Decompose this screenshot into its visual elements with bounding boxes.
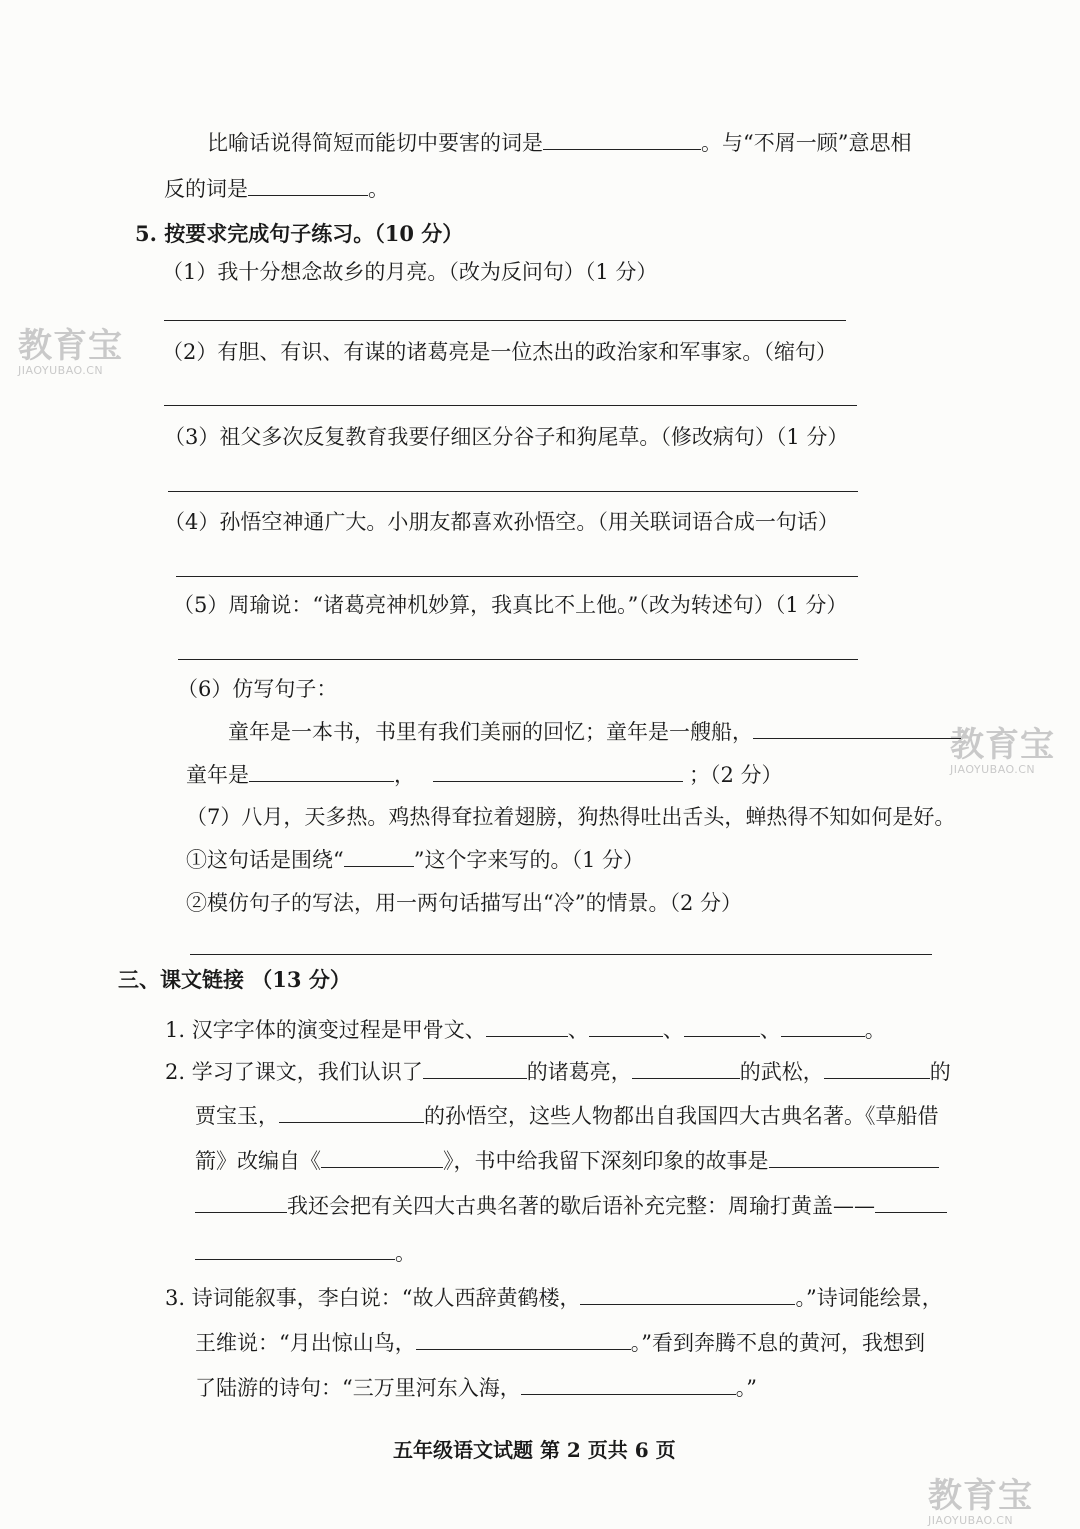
- s3-q1-text: 。: [864, 1018, 886, 1042]
- answer-blank[interactable]: [423, 1058, 527, 1079]
- s3-q3-line2: [195, 1328, 925, 1358]
- s3-q2-line5: [195, 1238, 416, 1268]
- watermark-logo: [950, 727, 1055, 776]
- s3-q2-line2: [195, 1101, 939, 1131]
- s3-q2-line1: [165, 1057, 951, 1087]
- answer-blank[interactable]: [321, 1147, 443, 1168]
- answer-blank[interactable]: [781, 1016, 865, 1037]
- watermark-en: JIAOYUBAO.CN: [18, 364, 104, 377]
- answer-blank[interactable]: [632, 1058, 740, 1079]
- q5-s5: （5）周瑜说：“诸葛亮神机妙算，我真比不上他。”（改为转述句）（1 分）: [173, 593, 848, 617]
- q5-title: 5. 按要求完成句子练习。（10 分）: [135, 221, 464, 246]
- answer-line[interactable]: [168, 491, 858, 492]
- q4-line2: [164, 174, 389, 204]
- q5-s7-1: [186, 845, 644, 875]
- answer-blank[interactable]: [589, 1016, 663, 1037]
- q5-s6-text: 童年是: [186, 763, 249, 787]
- s3-q3-text: 了陆游的诗句：“三万里河东入海，: [195, 1376, 521, 1400]
- watermark-cn: 教育宝: [928, 1476, 1033, 1516]
- answer-blank[interactable]: [433, 761, 683, 782]
- s3-q2-line4: [195, 1191, 947, 1221]
- q5-s2: （2）有胆、有识、有谋的诸葛亮是一位杰出的政治家和军事家。（缩句）: [162, 340, 837, 364]
- s3-q2-text: 贾宝玉，: [195, 1104, 279, 1128]
- s3-q3-text: 王维说：“月出惊山鸟，: [195, 1331, 416, 1355]
- s3-q1-text: 、: [567, 1018, 589, 1042]
- q4-line1: [207, 128, 911, 158]
- answer-blank[interactable]: [248, 175, 368, 196]
- s3-q1-text: 、: [759, 1018, 781, 1042]
- watermark-cn: 教育宝: [18, 326, 123, 366]
- watermark-cn: 教育宝: [950, 725, 1055, 765]
- s3-q2-line3: [195, 1146, 939, 1176]
- q5-s1: （1）我十分想念故乡的月亮。（改为反问句）（1 分）: [162, 260, 658, 284]
- watermark-en: JIAOYUBAO.CN: [950, 763, 1036, 776]
- answer-line[interactable]: [164, 405, 857, 406]
- answer-blank[interactable]: [684, 1016, 760, 1037]
- s3-q3-text: 。”诗词能绘景，: [795, 1286, 943, 1310]
- q5-s6-line1: [228, 717, 961, 747]
- s3-q3-text: 。”看到奔腾不息的黄河，我想到: [630, 1331, 925, 1355]
- answer-line[interactable]: [164, 320, 846, 321]
- answer-line[interactable]: [178, 659, 858, 660]
- q5-s3: （3）祖父多次反复教育我要仔细区分谷子和狗尾草。（修改病句）（1 分）: [164, 425, 849, 449]
- watermark-en: JIAOYUBAO.CN: [928, 1514, 1014, 1527]
- answer-blank[interactable]: [249, 761, 394, 782]
- q5-s6-title: （6）仿写句子：: [177, 677, 338, 701]
- s3-q1-text: 、: [662, 1018, 684, 1042]
- s3-q2-text: 的诸葛亮，: [526, 1060, 632, 1084]
- section3-title: 三、课文链接 （13 分）: [118, 967, 351, 992]
- answer-blank[interactable]: [580, 1284, 795, 1305]
- s3-q2-text: 的: [929, 1060, 951, 1084]
- s3-q1: [165, 1015, 886, 1045]
- answer-blank[interactable]: [753, 718, 961, 739]
- answer-blank[interactable]: [769, 1147, 939, 1168]
- answer-line[interactable]: [176, 576, 858, 577]
- s3-q2-text: 我还会把有关四大古典名著的歇后语补充完整：周瑜打黄盖——: [287, 1194, 875, 1218]
- s3-q2-text: 》，书中给我留下深刻印象的故事是: [443, 1149, 769, 1173]
- s3-q3-text: 3. 诗词能叙事，李白说：“故人西辞黄鹤楼，: [165, 1286, 581, 1310]
- q5-s7: （7）八月，天多热。鸡热得耷拉着翅膀，狗热得吐出舌头，蝉热得不知如何是好。: [186, 805, 956, 829]
- q4-text: 比喻话说得简短而能切中要害的词是: [207, 131, 543, 155]
- q4-text: 。与“不屑一顾”意思相: [701, 131, 912, 155]
- answer-blank[interactable]: [875, 1192, 947, 1213]
- answer-blank[interactable]: [195, 1239, 395, 1260]
- q5-s6-line2: [186, 760, 783, 790]
- answer-blank[interactable]: [416, 1329, 631, 1350]
- answer-blank[interactable]: [195, 1192, 287, 1213]
- q5-s4: （4）孙悟空神通广大。小朋友都喜欢孙悟空。（用关联词语合成一句话）: [164, 510, 839, 534]
- q5-s6-text: ；（2 分）: [689, 763, 783, 787]
- s3-q2-text: 。: [395, 1241, 416, 1265]
- answer-blank[interactable]: [543, 129, 701, 150]
- s3-q2-text: 2. 学习了课文，我们认识了: [165, 1060, 423, 1084]
- s3-q3-text: 。”: [735, 1376, 757, 1400]
- watermark-logo: [18, 328, 123, 377]
- answer-blank[interactable]: [824, 1058, 930, 1079]
- q5-s7-2: ②模仿句子的写法，用一两句话描写出“冷”的情景。（2 分）: [186, 891, 743, 915]
- q5-s7-text: ①这句话是围绕“: [186, 848, 344, 872]
- q5-s6-text: 童年是一本书，书里有我们美丽的回忆；童年是一艘船，: [228, 720, 753, 744]
- answer-blank[interactable]: [344, 846, 414, 867]
- answer-blank[interactable]: [521, 1374, 736, 1395]
- s3-q1-text: 1. 汉字字体的演变过程是甲骨文、: [165, 1018, 486, 1042]
- s3-q2-text: 的孙悟空，这些人物都出自我国四大古典名著。《草船借: [424, 1104, 939, 1128]
- s3-q2-text: 箭》改编自《: [195, 1149, 321, 1173]
- q5-s6-text: ，: [394, 763, 415, 787]
- s3-q3-line1: [165, 1283, 943, 1313]
- s3-q3-line3: [195, 1373, 757, 1403]
- answer-blank[interactable]: [279, 1102, 424, 1123]
- answer-line[interactable]: [190, 954, 932, 955]
- s3-q2-text: 的武松，: [739, 1060, 824, 1084]
- q4-text: 。: [368, 177, 389, 201]
- answer-blank[interactable]: [486, 1016, 568, 1037]
- page-footer: 五年级语文试题 第 2 页共 6 页: [393, 1438, 676, 1462]
- q4-text: 反的词是: [164, 177, 248, 201]
- q5-s7-text: ”这个字来写的。（1 分）: [413, 848, 645, 872]
- watermark-logo: [928, 1478, 1033, 1527]
